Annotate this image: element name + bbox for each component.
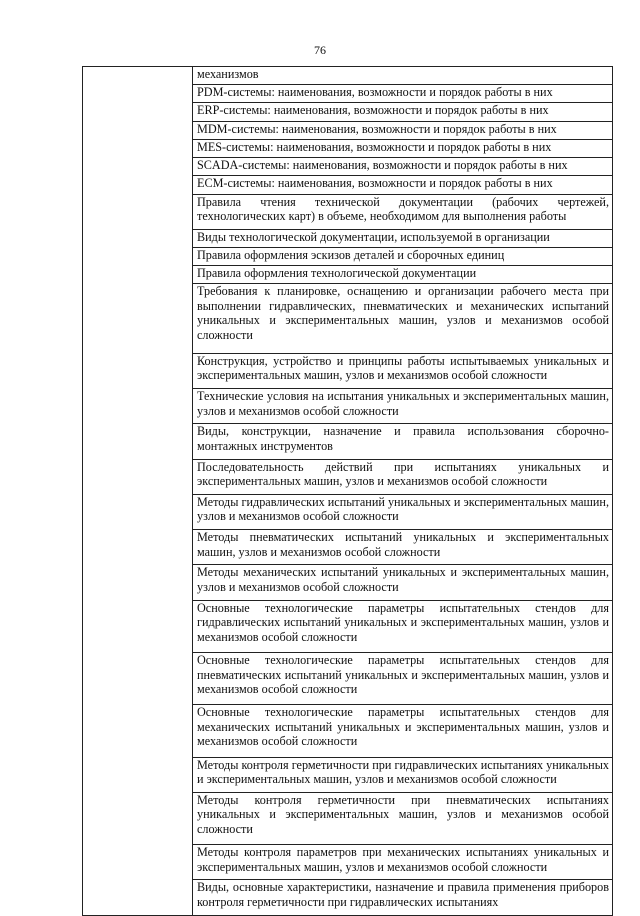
- row-text: механизмов: [197, 67, 259, 81]
- row-text: Виды технологической документации, используемой в организации: [197, 229, 550, 244]
- row-cell: [193, 353, 613, 388]
- row-text: PDM-системы: наименования, возможности и порядок работы в них: [197, 85, 553, 100]
- row-cell: [193, 67, 613, 85]
- row-text: ERP-системы: наименования, возможности и порядок работы в них: [197, 103, 549, 118]
- page-number: 76: [314, 43, 326, 57]
- row-cell: [193, 600, 613, 652]
- row-text: Методы пневматических испытаний уникальных и экспериментальных машин, узлов и механизмов особой сложности: [197, 530, 609, 559]
- row-text: Методы контроля герметичности при гидравлических испытаниях уникальных и экспериментальных машин, узлов и механизмов особой сложности: [197, 757, 609, 787]
- requirements-table: [82, 66, 613, 916]
- row-cell: [193, 880, 613, 916]
- row-cell: [193, 158, 613, 176]
- row-text: Технические условия на испытания уникальных и экспериментальных машин, узлов и механизмов особой сложности: [197, 389, 609, 418]
- row-text: Методы механических испытаний уникальных и экспериментальных машин, узлов и механизмов особой сложности: [197, 565, 609, 594]
- row-cell: [193, 494, 613, 529]
- row-cell: [193, 139, 613, 157]
- row-cell: [193, 653, 613, 705]
- row-text: Методы контроля параметров при механических испытаниях уникальных и экспериментальных машин, узлов и механизмов особой сложности: [197, 845, 609, 874]
- row-text: Требования к планировке, оснащению и организации рабочего места при выполнении гидравлических, пневматических и механических испытаний уникальных и экспериментальных машин, узлов и механизмов особой сложности: [197, 284, 609, 342]
- row-text: Основные технологические параметры испытательных стендов для пневматических испытаний уникальных и экспериментальных машин, узлов и механизмов особой сложности: [197, 653, 609, 696]
- table-body: [83, 67, 613, 916]
- row-cell: [193, 459, 613, 494]
- row-cell: [193, 424, 613, 459]
- row-cell: [193, 845, 613, 880]
- row-text: SCADA-системы: наименования, возможности и порядок работы в них: [197, 158, 568, 173]
- row-text: Виды, основные характеристики, назначение и правила применения приборов контроля герметичности при гидравлических испытаниях: [197, 880, 609, 909]
- row-text: Правила оформления эскизов деталей и сборочных единиц: [197, 248, 505, 263]
- empty-left-cell: [83, 67, 193, 916]
- row-cell: [193, 85, 613, 103]
- row-cell: [193, 103, 613, 121]
- row-text: Правила чтения технической документации (рабочих чертежей, технологических карт) в объеме, необходимом для выполнения работы: [197, 194, 609, 224]
- row-cell: [193, 284, 613, 353]
- row-text: Методы контроля герметичности при пневматических испытаниях уникальных и экспериментальных машин, узлов и механизмов особой сложности: [197, 792, 609, 836]
- row-cell: [193, 229, 613, 247]
- row-cell: [193, 757, 613, 792]
- row-cell: [193, 565, 613, 600]
- row-cell: [193, 194, 613, 229]
- row-cell: [193, 530, 613, 565]
- row-text: Конструкция, устройство и принципы работы испытываемых уникальных и экспериментальных машин, узлов и механизмов особой сложности: [197, 353, 609, 383]
- row-text: Виды, конструкции, назначение и правила использования сборочно-монтажных инструментов: [197, 424, 609, 453]
- row-text: Методы гидравлических испытаний уникальных и экспериментальных машин, узлов и механизмов особой сложности: [197, 494, 609, 524]
- row-text: Основные технологические параметры испытательных стендов для гидравлических испытаний уникальных и экспериментальных машин, узлов и механизмов особой сложности: [197, 600, 609, 644]
- row-text: Правила оформления технологической документации: [197, 266, 477, 281]
- row-cell: [193, 389, 613, 424]
- row-text: Основные технологические параметры испытательных стендов для механических испытаний уникальных и экспериментальных машин, узлов и механизмов особой сложности: [197, 705, 609, 749]
- table-row: [83, 67, 613, 85]
- row-text: ECM-системы: наименования, возможности и порядок работы в них: [197, 176, 553, 191]
- row-cell: [193, 248, 613, 266]
- row-text: Последовательность действий при испытаниях уникальных и экспериментальных машин, узлов и механизмов особой сложности: [197, 459, 609, 489]
- row-text: MES-системы: наименования, возможности и порядок работы в них: [197, 139, 552, 154]
- row-cell: [193, 121, 613, 139]
- row-text: MDM-системы: наименования, возможности и порядок работы в них: [197, 121, 557, 136]
- row-cell: [193, 792, 613, 844]
- row-cell: [193, 176, 613, 194]
- row-cell: [193, 266, 613, 284]
- row-cell: [193, 705, 613, 757]
